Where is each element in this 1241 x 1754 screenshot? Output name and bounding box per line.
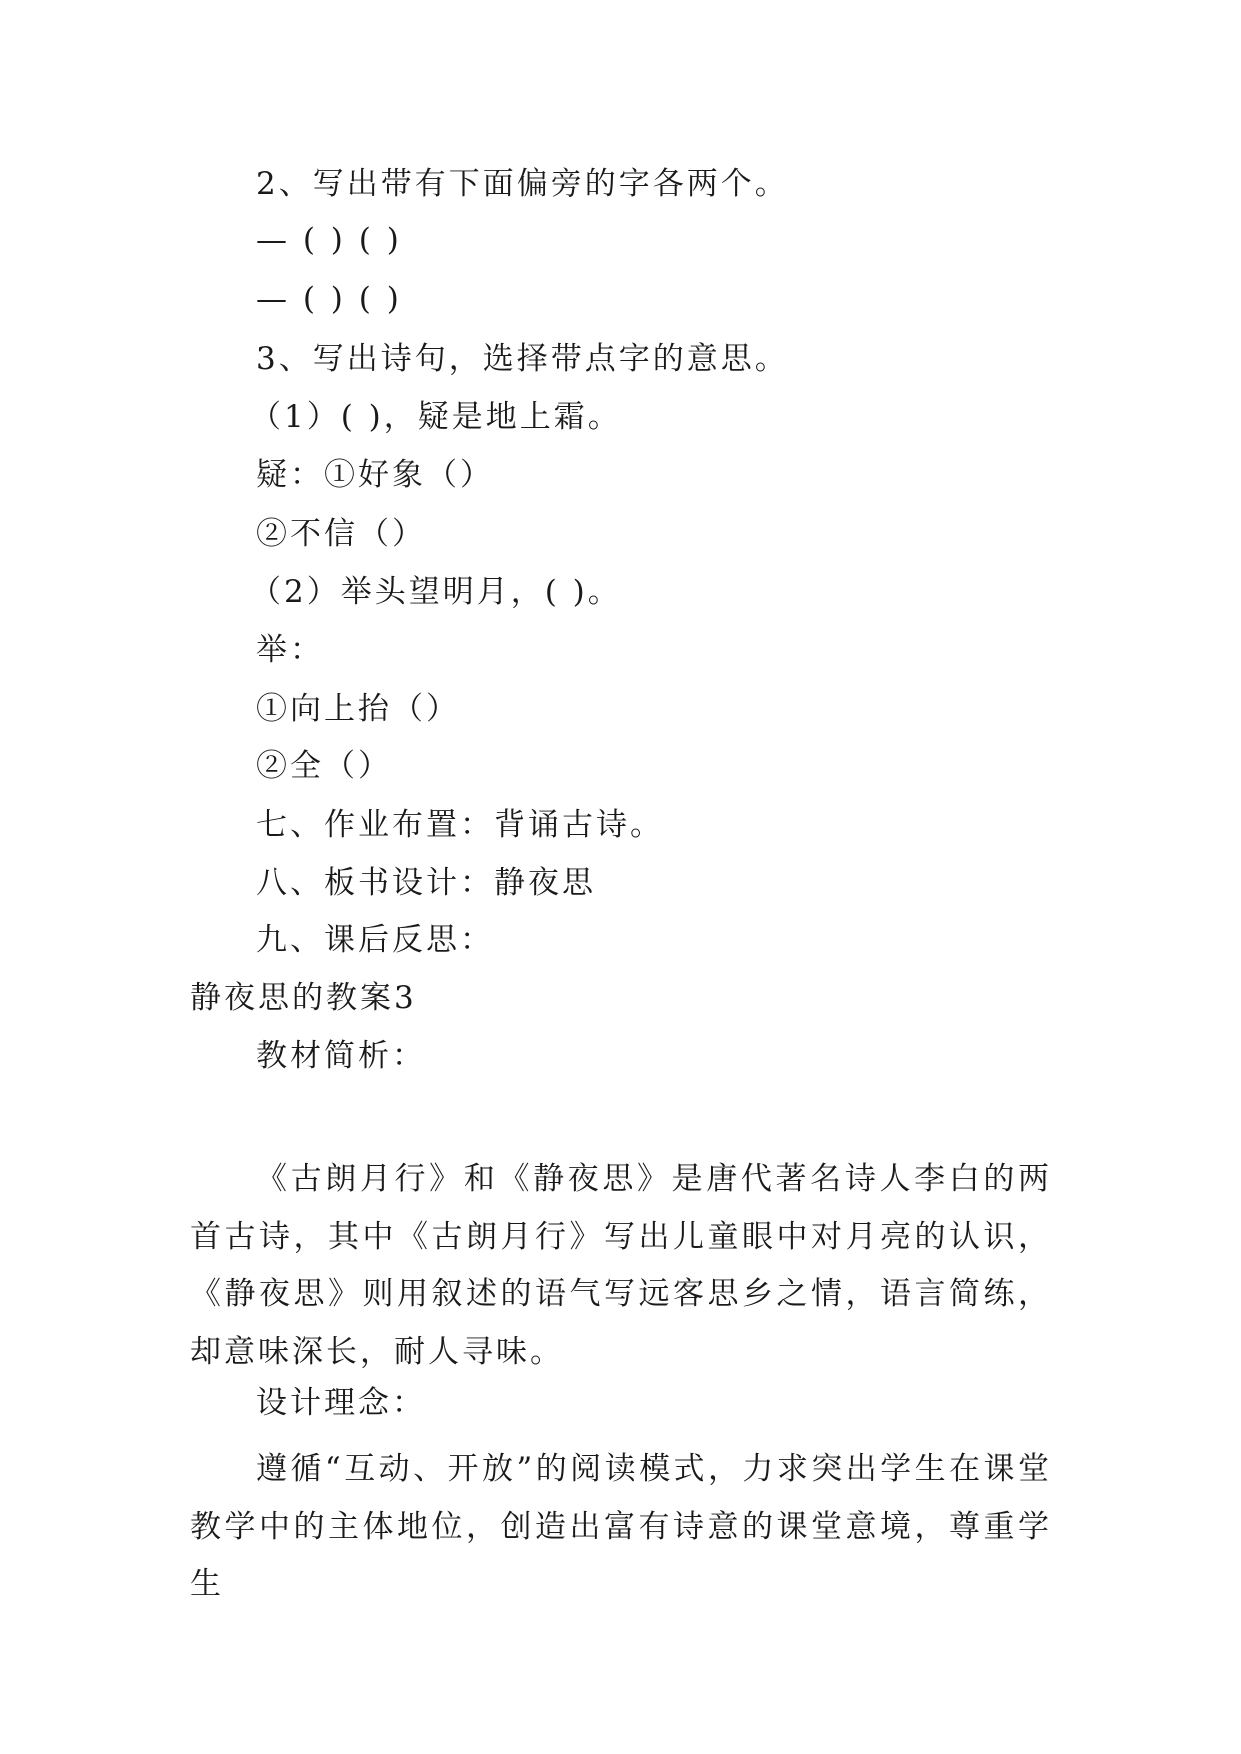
question-2-row-1: — ( ) ( ): [256, 222, 402, 258]
question-3-part-2: （2）举头望明月，( )。: [250, 574, 622, 610]
question-2: 2、写出带有下面偏旁的字各两个。: [256, 166, 789, 202]
ju-option-1: ①向上抬（）: [256, 691, 460, 727]
concept-heading: 设计理念：: [256, 1385, 426, 1421]
ju-option-2: ②全（）: [256, 748, 392, 784]
analysis-paragraph: 《古朗月行》和《静夜思》是唐代著名诗人李白的两首古诗，其中《古朗月行》写出儿童眼中对月亮的认识，《静夜思》则用叙述的语气写远客思乡之情，语言简练，却意味深长，耐人寻味。: [190, 1161, 1052, 1370]
lesson-title: 静夜思的教案3: [190, 980, 417, 1016]
analysis-heading: 教材简析：: [256, 1038, 426, 1074]
homework-line: 七、作业布置：背诵古诗。: [256, 807, 664, 843]
question-2-row-2: — ( ) ( ): [256, 281, 402, 317]
question-3-part-1: （1）( )，疑是地上霜。: [250, 399, 622, 435]
question-3: 3、写出诗句，选择带点字的意思。: [256, 341, 789, 377]
ju-label: 举：: [256, 632, 324, 668]
concept-paragraph: 遵循“互动、开放”的阅读模式，力求突出学生在课堂教学中的主体地位，创造出富有诗意的课堂意境，尊重学生: [190, 1451, 1052, 1602]
board-design-line: 八、板书设计：静夜思: [256, 865, 596, 901]
yi-option-2: ②不信（）: [256, 516, 426, 552]
reflection-line: 九、课后反思：: [256, 922, 494, 958]
yi-option-1: 疑：①好象（）: [256, 457, 494, 493]
